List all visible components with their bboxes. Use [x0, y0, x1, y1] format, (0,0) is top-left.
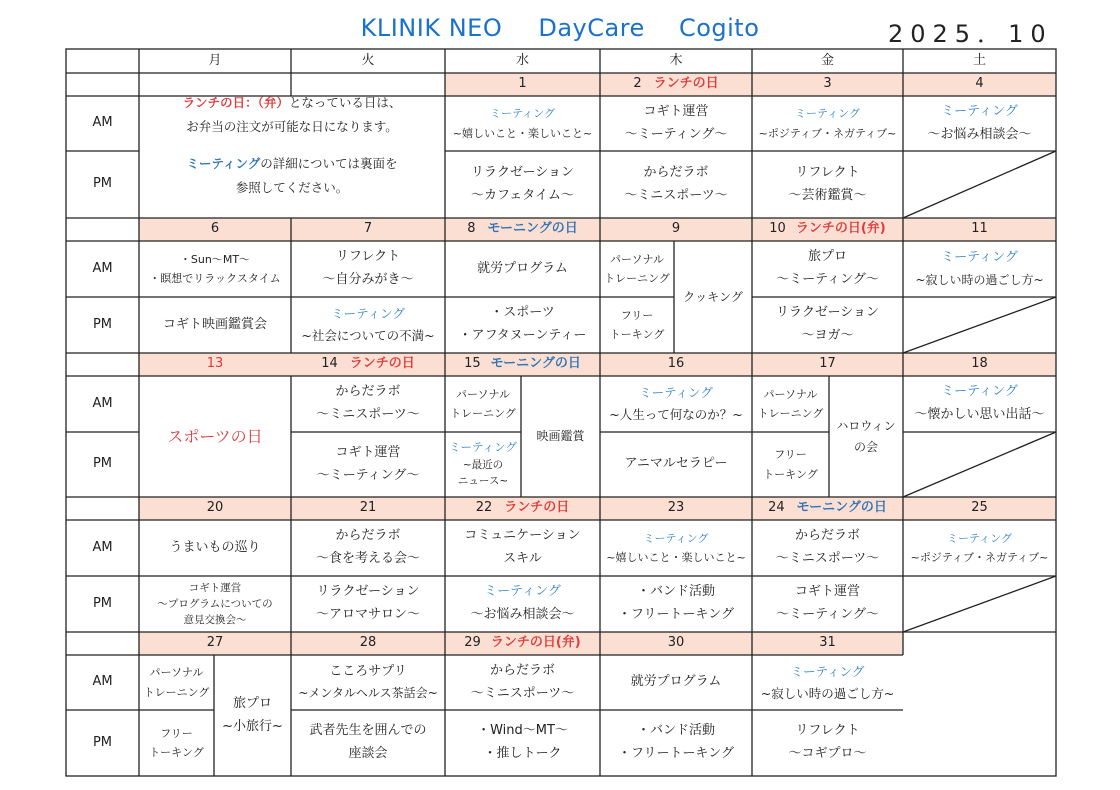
schedule-month: 2025．10: [888, 20, 1053, 48]
activity: リラクゼーション ～ヨガ～: [776, 305, 879, 343]
lunch-day-label: ランチの日: [653, 76, 719, 92]
activity: リフレクト ～自分みがき～: [322, 249, 414, 287]
slot-am-label: AM: [92, 115, 113, 131]
activity: ミーティング ~嬉しいこと・楽しいこと~: [452, 107, 593, 140]
activity: フリー トーキング: [763, 448, 818, 481]
slot-pm-label: PM: [92, 316, 113, 332]
date-30: 30: [667, 635, 685, 651]
slot-pm-label: PM: [92, 595, 113, 611]
activity: からだラボ ～ミニスポーツ～: [316, 384, 420, 422]
activity: パーソナル トレーニング: [757, 387, 824, 420]
activity: ・スポーツ ・アフタヌーンティー: [458, 305, 587, 343]
weekday-mon: 月: [208, 52, 222, 68]
date-11: 11: [971, 221, 988, 237]
date-8: 8 モーニングの日: [445, 218, 600, 241]
date-15: 15 モーニングの日: [445, 353, 600, 376]
activity: コギト運営 ～プログラムについての 意見交換会～: [157, 581, 273, 627]
date-6: 6: [210, 221, 220, 237]
date-10: 10 ランチの日(弁): [752, 218, 903, 241]
activity: からだラボ ～ミニスポーツ～: [470, 662, 575, 701]
activity: ミーティング ～懐かしい思い出話～: [914, 384, 1045, 422]
date-21: 21: [359, 500, 377, 516]
activity: ・バンド活動 ・フリートーキング: [617, 723, 735, 761]
activity: パーソナル トレーニング: [450, 387, 516, 420]
activity: ミーティング ~寂しい時の過ごし方~: [915, 250, 1044, 287]
date-22: 22 ランチの日: [445, 497, 600, 520]
weekday-fri: 金: [820, 52, 834, 68]
activity: コギト運営 ～ミーティング～: [624, 103, 728, 142]
activity: パーソナル トレーニング: [143, 666, 210, 699]
date-3: 3: [823, 76, 832, 92]
date-29: 29 ランチの日(弁): [445, 632, 600, 655]
activity: ミーティング ~最近の ニュース~: [449, 440, 517, 488]
activity: うまいもの巡り: [169, 539, 261, 555]
activity: アニマルセラピー: [624, 456, 728, 472]
activity: ・バンド活動 ・フリートーキング: [617, 584, 735, 622]
activity: 旅プロ ～ミーティング～: [776, 249, 879, 287]
activity: ミーティング ~寂しい時の過ごし方~: [760, 663, 895, 701]
morning-day-label: モーニングの日: [487, 221, 578, 237]
activity: リフレクト ～コギプロ～: [788, 723, 867, 761]
lunch-note: ランチの日：（弁）となっている日は、 お弁当の注文が可能な日になります。 ミーティングの詳細については裏面を 参照してください。: [182, 94, 402, 195]
slot-pm-label: PM: [92, 734, 113, 750]
activity: クッキング: [683, 289, 743, 304]
activity: コミュニケーション スキル: [464, 528, 581, 566]
slot-am-label: AM: [92, 395, 113, 411]
activity: ミーティング ~社会についての不満~: [301, 306, 435, 343]
note-lunch-key: ランチの日：（弁）: [182, 94, 289, 110]
lunch-day-label: ランチの日(弁): [795, 221, 886, 237]
date-24: 24 モーニングの日: [752, 497, 903, 520]
date-7: 7: [363, 221, 373, 237]
weekday-tue: 火: [361, 52, 375, 68]
activity: 映画鑑賞: [536, 429, 585, 443]
activity: ミーティング ~ポジティブ・ネガティブ~: [910, 531, 1049, 564]
activity: リラクゼーション ～カフェタイム～: [470, 164, 575, 203]
activity: ミーティング ～お悩み相談会～: [927, 103, 1032, 142]
activity: からだラボ ～食を考える会～: [315, 528, 420, 566]
lunch-day-label: ランチの日: [504, 500, 570, 516]
activity: からだラボ ～ミニスポーツ～: [775, 528, 880, 566]
activity: 就労プログラム: [630, 674, 722, 690]
weekday-thu: 木: [669, 52, 683, 68]
activity: コギト運営 ～ミーティング～: [316, 444, 420, 483]
activity: フリー トーキング: [609, 308, 665, 341]
activity: リフレクト ～芸術鑑賞～: [788, 164, 867, 203]
date-4: 4: [975, 76, 984, 92]
activity: リラクゼーション ～アロマサロン～: [315, 584, 420, 622]
activity: 武者先生を囲んでの 座談会: [309, 723, 427, 761]
date-2: 2 ランチの日: [600, 73, 752, 96]
slot-pm-label: PM: [92, 456, 113, 472]
activity: コギト映画鑑賞会: [162, 316, 267, 332]
date-18: 18: [971, 356, 988, 372]
activity: こころサプリ ~メンタルヘルス茶話会~: [298, 663, 438, 701]
activity: コギト運営 ～ミーティング～: [776, 584, 879, 622]
title-daycare: DayCare: [538, 14, 645, 42]
activity: ・Wind～MT～ ・推しトーク: [477, 723, 568, 761]
morning-day-label: モーニングの日: [796, 500, 887, 516]
date-17: 17: [819, 356, 836, 372]
activity: ミーティング ~嬉しいこと・楽しいこと~: [606, 531, 746, 564]
note-meeting-key: ミーティング: [186, 155, 261, 171]
slot-am-label: AM: [92, 539, 113, 555]
date-14: 14 ランチの日: [291, 353, 445, 376]
activity: ミーティング ~人生って何なのか？~: [609, 385, 743, 422]
activity: パーソナル トレーニング: [604, 252, 670, 285]
date-9: 9: [671, 221, 681, 237]
date-27: 27: [206, 635, 224, 651]
date-31: 31: [819, 635, 836, 651]
activity: 旅プロ ~小旅行~: [222, 695, 283, 734]
date-23: 23: [667, 500, 685, 516]
activity: 就労プログラム: [477, 260, 568, 276]
weekday-sat: 土: [972, 52, 986, 68]
activity: ミーティング ~ポジティブ・ネガティブ~: [758, 107, 897, 140]
lunch-day-label: ランチの日: [349, 356, 415, 372]
title-clinic: KLINIK NEO: [360, 14, 503, 42]
lunch-day-label: ランチの日(弁): [490, 635, 581, 651]
title-cogito: Cogito: [678, 14, 760, 42]
activity: ハロウィン の会: [836, 418, 896, 454]
slot-am-label: AM: [92, 260, 113, 276]
weekday-wed: 水: [515, 52, 529, 68]
holiday-label: スポーツの日: [167, 426, 263, 446]
slot-am-label: AM: [92, 674, 113, 690]
date-13: 13: [206, 356, 224, 372]
activity: フリー トーキング: [149, 726, 204, 759]
date-16: 16: [667, 356, 685, 372]
activity: ミーティング ～お悩み相談会～: [470, 584, 575, 622]
date-28: 28: [359, 635, 377, 651]
date-1: 1: [518, 76, 527, 92]
slot-pm-label: PM: [92, 176, 113, 192]
morning-day-label: モーニングの日: [490, 356, 581, 372]
activity: ・Sun～MT～ ・瞑想でリラックスタイム: [149, 252, 281, 285]
date-25: 25: [971, 500, 988, 516]
activity: からだラボ ～ミニスポーツ～: [624, 164, 728, 203]
date-20: 20: [206, 500, 224, 516]
